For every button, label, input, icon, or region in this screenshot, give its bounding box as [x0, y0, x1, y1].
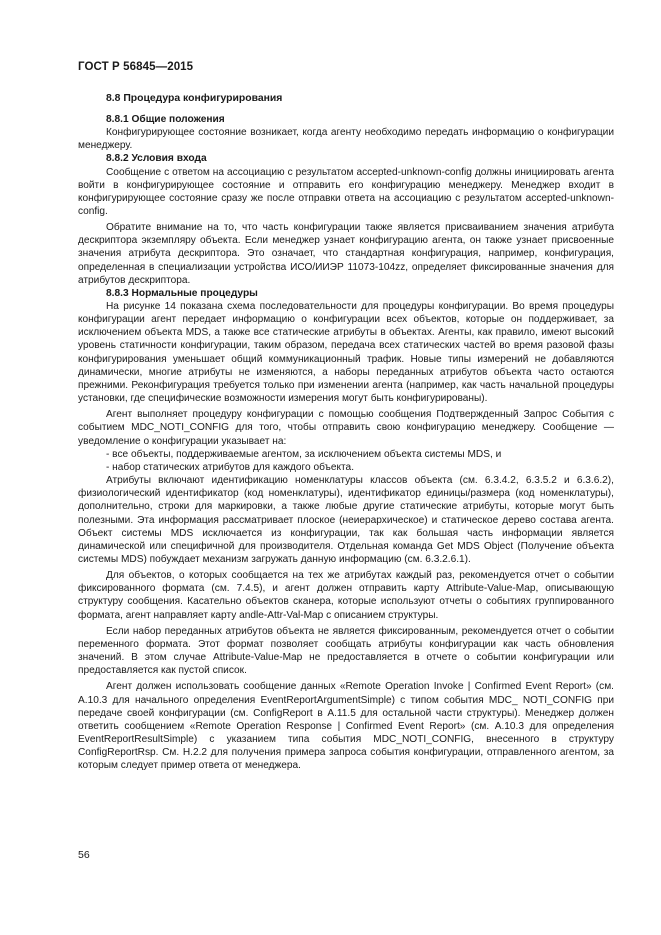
- document-header: ГОСТ Р 56845—2015: [78, 61, 194, 73]
- document-page: [78, 61, 614, 772]
- paragraph-entry-1: Сообщение с ответом на ассоциацию с результатом accepted-unknown-config должны инициировать агента войти в конфигурирующее состояние и отправить его конфигурацию менеджеру. Менеджер входит в конфигурирующее состояние сразу же после отправки ответа на ассоциацию с результатом accepted-unknown-config.: [78, 166, 614, 217]
- paragraph-normal-5: Если набор переданных атрибутов объекта не является фиксированным, рекомендуется отчет о событии переменного формата. Этот формат позволяет сообщать атрибуты конфигурации как часть обновления значений. В этом случае Attribute-Value-Map не предоставляется в отчете о событии конфигурации или предоставляется как пустой список.: [78, 625, 614, 677]
- paragraph-normal-2: Агент выполняет процедуру конфигурации с помощью сообщения Подтвержденный Запрос События с событием MDC_NOTI_CONFIG для того, чтобы отправить свою конфигурацию менеджеру. Сообщение — уведомление о конфигурации указывает на:: [78, 409, 614, 447]
- section-title: 8.8 Процедура конфигурирования: [106, 93, 283, 104]
- list-item-attributes: - набор статических атрибутов для каждого объекта.: [106, 461, 355, 473]
- list-item-objects: - все объекты, поддерживаемые агентом, за исключением объекта системы MDS, и: [106, 448, 502, 460]
- paragraph-normal-4: Для объектов, о которых сообщается на тех же атрибутах каждый раз, рекомендуется отчет о событии фиксированного формата (см. 7.4.5), и агент должен отправить карту Attribute-Value-Map, описывающую структуру сообщения. Касательно объектов сканера, которые используют отчеты о событиях группированного формата, агент направляет карту andle-Attr-Val-Map с описанием структуры.: [78, 570, 614, 621]
- page-number: 56: [78, 849, 90, 861]
- paragraph-entry-2: Обратите внимание на то, что часть конфигурации также является присваиванием значения атрибута дескриптора экземпляру объекта. Если менеджер узнает конфигурацию агента, он также узнает присвоенные значения атрибута дескриптора. Это означает, что стандартная конфигурация, например, конфигурация, определенная в специализации устройства ИСО/ИИЭР 11073-104zz, определяет фиксированные значения для атрибутов дескриптора.: [78, 222, 614, 286]
- paragraph-normal-3: Атрибуты включают идентификацию номенклатуры классов объекта (см. 6.3.4.2, 6.3.5.2 и 6.3.6.2), физиологический идентификатор (код номенклатуры), идентификатор единицы/размера (код номенклатуры), дополнительно, строки для маркировки, а также любые другие статические атрибуты, которые могут быть полезными. Эта информация рассматривает плоское (неиерархическое) и статическое дерево состава агента. Объект системы MDS исключается из конфигурации, так как большая часть информации является динамической или специфичной для производителя. Отдельная команда Get MDS Object (Получение объекта системы MDS) побуждает механизм загружать данную информацию (см. 6.3.2.6.1).: [78, 475, 614, 565]
- subsection-title-normal-procedures: 8.8.3 Нормальные процедуры: [106, 287, 258, 299]
- subsection-title-entry-conditions: 8.8.2 Условия входа: [106, 153, 207, 165]
- paragraph-general: Конфигурирующее состояние возникает, когда агенту необходимо передать информацию о конфигурации менеджеру.: [78, 127, 614, 152]
- subsection-title-general: 8.8.1 Общие положения: [106, 114, 225, 125]
- paragraph-normal-6: Агент должен использовать сообщение данных «Remote Operation Invoke | Confirmed Event Report» (см. А.10.3 для начального определения EventReportArgumentSimple) с типом события MDC_ NOTI_CONFIG при передаче своей конфигурации (см. ConfigReport в А.11.5 для остальной части структуры). Менеджер должен ответить сообщением «Remote Operation Response | Confirmed Event Report» (см. А.10.3 для определения EventReportResultSimple) с указанием типа события MDC_NOTI_CONFIG, внесенного в структуру ConfigReportRsp. См. Н.2.2 для получения примера запроса события конфигурации, отправленного агентом, за которым следует пример ответа от менеджера.: [78, 681, 614, 772]
- paragraph-normal-1: На рисунке 14 показана схема последовательности для процедуры конфигурации. Во время процедуры конфигурации агент передает информацию о конфигурации всех объектов, которые он поддерживает, за исключением объекта MDS, а также все статические атрибуты в объектах. Агенты, как правило, имеют высокий уровень статичности конфигурации, таким образом, передача всех статических частей во время разовой фазы конфигурирования уменьшает общий коммуникационный трафик. Новые типы измерений не добавляются динамически, многие атрибуты не изменяются, а наборы переданных атрибутов объекта часто остаются прежними. Реконфигурация требуется только при изменении агента (например, как часть начальной процедуры установки, где специфические возможности измерения могут быть конфигурированы).: [78, 301, 614, 405]
